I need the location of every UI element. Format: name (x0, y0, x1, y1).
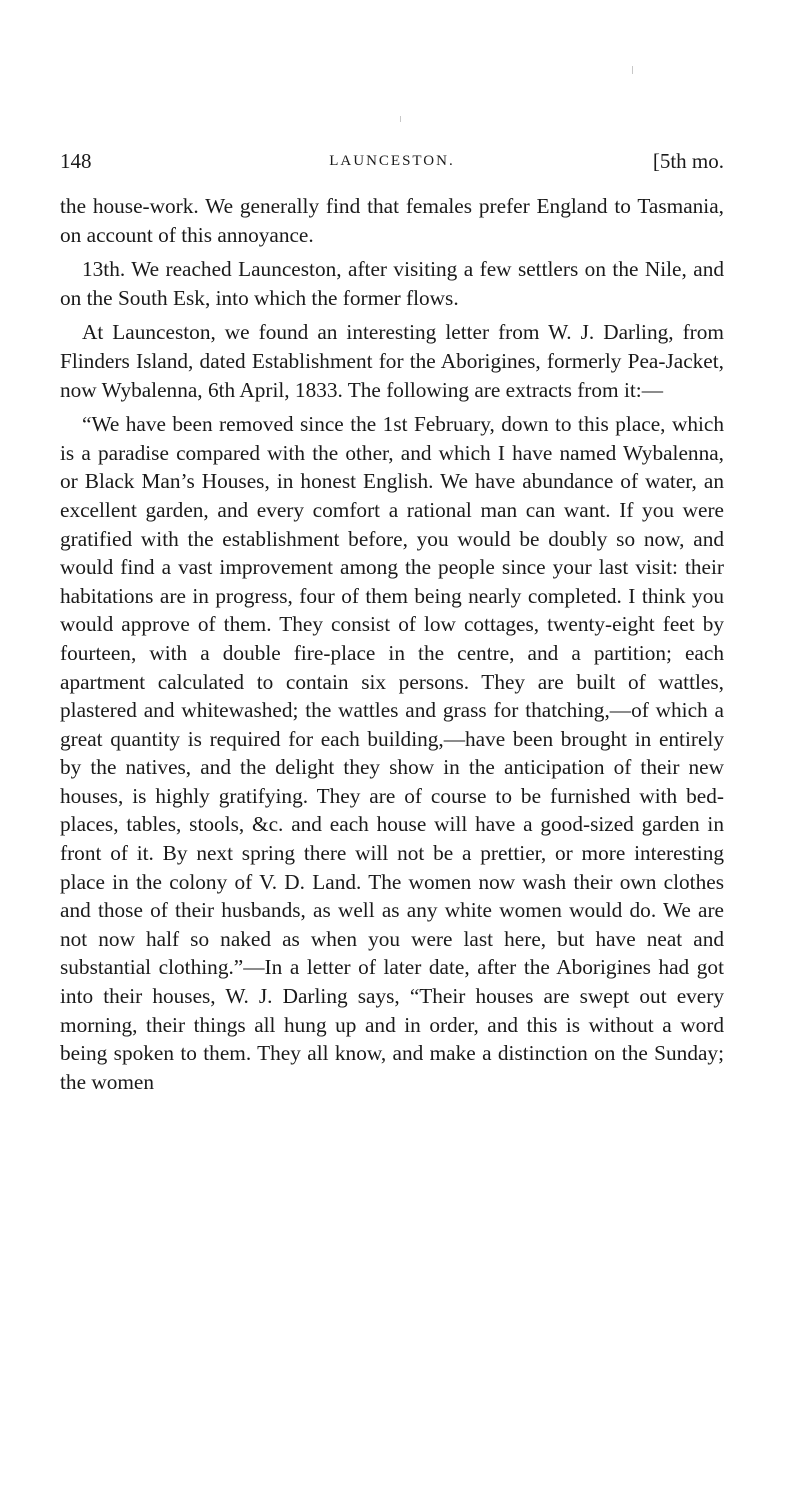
scan-mark (400, 116, 401, 122)
page-number: 148 (60, 149, 92, 173)
running-title: LAUNCESTON. (329, 153, 455, 169)
body-text (60, 192, 724, 1102)
paragraph: At Launceston, we found an interesting letter from W. J. Darling, from Flinders Island, dated Establishment for the Aborigines, formerly Pea-Jacket, now Wybalenna, 6th April, 1833. The following are extracts from it:— (60, 320, 724, 402)
page-header (60, 146, 724, 176)
paragraph: “We have been removed since the 1st February, down to this place, which is a paradise compared with the other, and which I have named Wybalenna, or Black Man’s Houses, in honest English. We have abundance of water, an excellent garden, and every comfort a rational man can want. If you were gratified with the establishment before, you would be doubly so now, and would find a vast improvement among the people since your last visit: their habitations are in progress, four of them being nearly completed. I think you would approve of them. They consist of low cottages, twenty-eight feet by fourteen, with a double fire-place in the centre, and a partition; each apartment calculated to contain six persons. They are built of wattles, plastered and whitewashed; the wattles and grass for thatching,—of which a great quantity is required for each building,—have been brought in entirely by the natives, and the delight they show in the anticipation of their new houses, is highly gratifying. They are of course to be furnished with bed-places, tables, stools, &c. and each house will have a good-sized garden in front of it. By next spring there will not be a prettier, or more interesting place in the colony of V. D. Land. The women now wash their own clothes and those of their husbands, as well as any white women would do. We are not now half so naked as when you were last here, but have neat and substantial clothing.”—In a letter of later date, after the Aborigines had got into their houses, W. J. Darling says, “Their houses are swept out every morning, their things all hung up and in order, and this is without a word being spoken to them. They all know, and make a distinction on the Sunday; the women (60, 412, 724, 1094)
scan-mark (632, 66, 633, 74)
paragraph: 13th. We reached Launceston, after visiting a few settlers on the Nile, and on the South Esk, into which the former flows. (60, 257, 724, 310)
section-mark: [5th mo. (652, 149, 724, 173)
paragraph: the house-work. We generally find that females prefer England to Tasmania, on account of this annoyance. (60, 194, 724, 247)
